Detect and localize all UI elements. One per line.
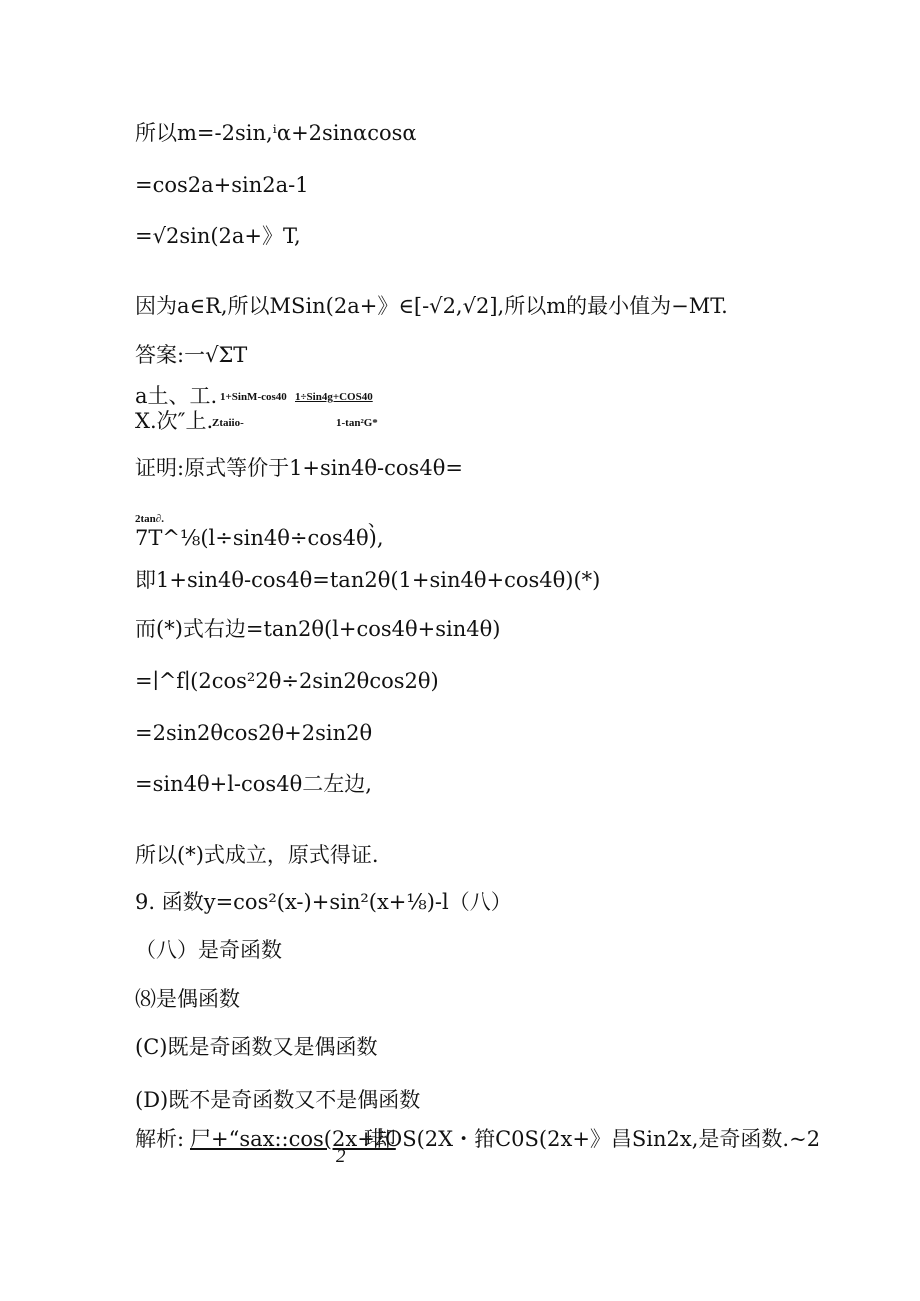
line-10: 7T^⅛(l÷sin4θ÷cos4θ), [135, 526, 384, 550]
option-d: (D)既不是奇函数又不是偶函数 [135, 1088, 421, 1112]
analysis-formula-rest: 琲OS(2X・箝C0S(2x+》昌Sin2x,是奇函数.~2 [364, 1127, 821, 1151]
tick-mark: 、 [368, 510, 386, 531]
line-3: =√2sin(2a+》T, [135, 224, 301, 248]
line-13: =∣^f∣(2cos²2θ÷2sin2θcos2θ) [135, 669, 439, 693]
line-14: =2sin2θcos2θ+2sin2θ [135, 721, 373, 745]
line-2: =cos2a+sin2a-1 [135, 173, 309, 197]
option-c: (C)既是奇函数又是偶函数 [135, 1035, 378, 1059]
fraction-numerator: 2tan∂. [135, 513, 164, 525]
line-7-formula-left: Ztaiio- [212, 417, 244, 429]
line-16: 所以(*)式成立，原式得证. [135, 843, 379, 867]
option-b: ⑻是偶函数 [135, 987, 240, 1011]
analysis-label: 解析: [135, 1127, 185, 1151]
line-11: 即1+sin4θ-cos4θ=tan2θ(1+sin4θ+cos4θ)(*) [135, 568, 601, 592]
line-4: 因为a∈R,所以MSin(2a+》∈[-√2,√2],所以m的最小值为−MT. [135, 294, 728, 318]
line-1: 所以m=-2sin,ⁱα+2sinαcosα [135, 121, 417, 145]
line-15: =sin4θ+l-cos4θ二左边, [135, 772, 372, 796]
line-7-label: X.次″上. [135, 409, 214, 433]
line-12: 而(*)式右边=tan2θ(l+cos4θ+sin4θ) [135, 617, 501, 641]
question-9: 9. 函数y=cos²(x-)+sin²(x+⅛)-l（八） [135, 890, 512, 914]
fraction-denominator: 2 [336, 1146, 346, 1167]
line-7-formula-right: 1-tan²G* [336, 417, 378, 429]
analysis-formula-underlined: 尸+“sax::cos(2x+却 [190, 1127, 396, 1151]
proof-line: 证明:原式等价于1+sin4θ-cos4θ= [135, 456, 463, 480]
line-6-label: a土、工. [135, 384, 218, 408]
option-a: （八）是奇函数 [135, 938, 282, 962]
line-6-formula-right: 1÷Sin4g+COS40 [295, 391, 373, 403]
line-6-formula-left: 1+SinM-cos40 [220, 391, 287, 403]
answer-line: 答案:一√ΣT [135, 343, 248, 367]
